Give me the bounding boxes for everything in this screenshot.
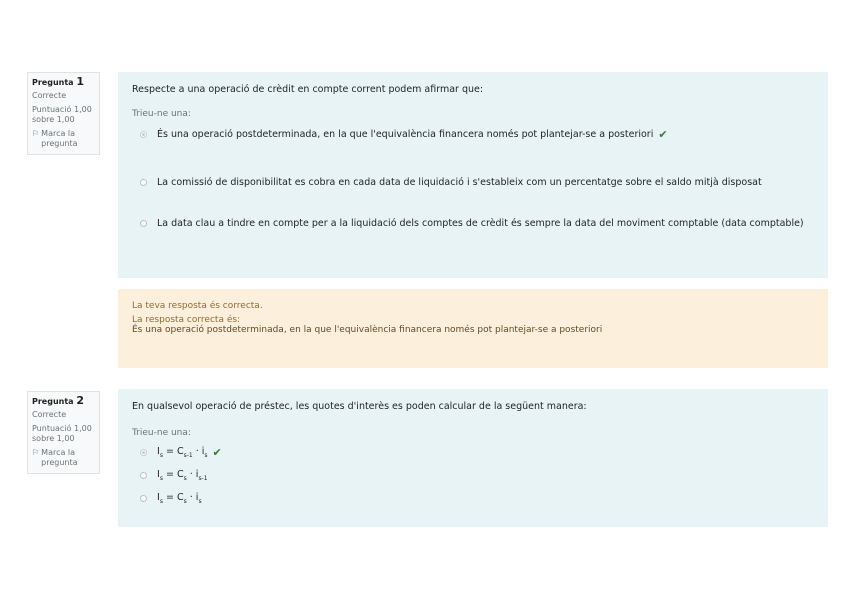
answer-text: La comissió de disponibilitat es cobra en cada data de liquidació i s'estableix com un percentatge sobre el saldo mitjà disposat: [157, 177, 762, 188]
radio-button[interactable]: [140, 179, 147, 186]
question-number-value: 1: [76, 75, 85, 88]
flag-question-link[interactable]: [32, 448, 95, 468]
check-icon: ✔: [212, 446, 222, 459]
radio-button[interactable]: [140, 131, 147, 138]
question-text: En qualsevol operació de préstec, les quotes d'interès es poden calcular de la següent manera:: [132, 401, 587, 412]
question-number-value: 2: [76, 394, 85, 407]
radio-button[interactable]: [140, 495, 147, 502]
question-number-label: Pregunta: [32, 78, 74, 87]
formula: $I_s = C_{s-1} \cdot i_s$: [157, 446, 208, 459]
formula: $I_s = C_s \cdot i_{s-1}$: [157, 469, 208, 482]
answer-prompt: Trieu-ne una:: [132, 109, 191, 119]
answer-option[interactable]: [140, 469, 814, 482]
formula: $I_s = C_s \cdot i_s$: [157, 491, 202, 505]
question-state: Correcte: [32, 91, 67, 100]
answer-option[interactable]: [140, 218, 814, 229]
question-2-info: [27, 391, 100, 474]
question-1-feedback: [118, 289, 828, 368]
flag-label: Marca la pregunta: [41, 448, 78, 467]
feedback-result: La teva resposta és correcta.: [132, 301, 263, 311]
question-number: [32, 396, 95, 407]
check-icon: ✔: [658, 128, 668, 141]
question-state: Correcte: [32, 410, 67, 419]
answer-option[interactable]: [140, 492, 814, 505]
flag-label: Marca la pregunta: [41, 129, 78, 148]
question-2-formulation: [118, 389, 828, 527]
answer-option[interactable]: [140, 446, 814, 459]
radio-button[interactable]: [140, 449, 147, 456]
question-grade: Puntuació 1,00 sobre 1,00: [32, 424, 92, 443]
right-answer-text: És una operació postdeterminada, en la que l'equivalència financera només pot plantejar-se a posteriori: [132, 325, 603, 335]
answer-prompt: Trieu-ne una:: [132, 428, 191, 438]
radio-button[interactable]: [140, 220, 147, 227]
question-number: [32, 77, 95, 88]
question-grade: Puntuació 1,00 sobre 1,00: [32, 105, 92, 124]
question-1-info: [27, 72, 100, 155]
flag-icon: ⚐: [32, 448, 40, 457]
question-text: Respecte a una operació de crèdit en compte corrent podem afirmar que:: [132, 84, 484, 95]
flag-icon: ⚐: [32, 129, 40, 138]
answer-text: És una operació postdeterminada, en la que l'equivalència financera només pot plantejar-se a posteriori: [157, 129, 654, 140]
right-answer-label: La resposta correcta és:: [132, 315, 241, 325]
radio-button[interactable]: [140, 472, 147, 479]
question-1-formulation: [118, 72, 828, 278]
flag-question-link[interactable]: [32, 129, 95, 149]
answer-option[interactable]: [140, 177, 814, 188]
answer-option[interactable]: [140, 128, 814, 141]
question-number-label: Pregunta: [32, 397, 74, 406]
answer-text: La data clau a tindre en compte per a la liquidació dels comptes de crèdit és sempre la data del moviment comptable (data comptable): [157, 218, 804, 229]
